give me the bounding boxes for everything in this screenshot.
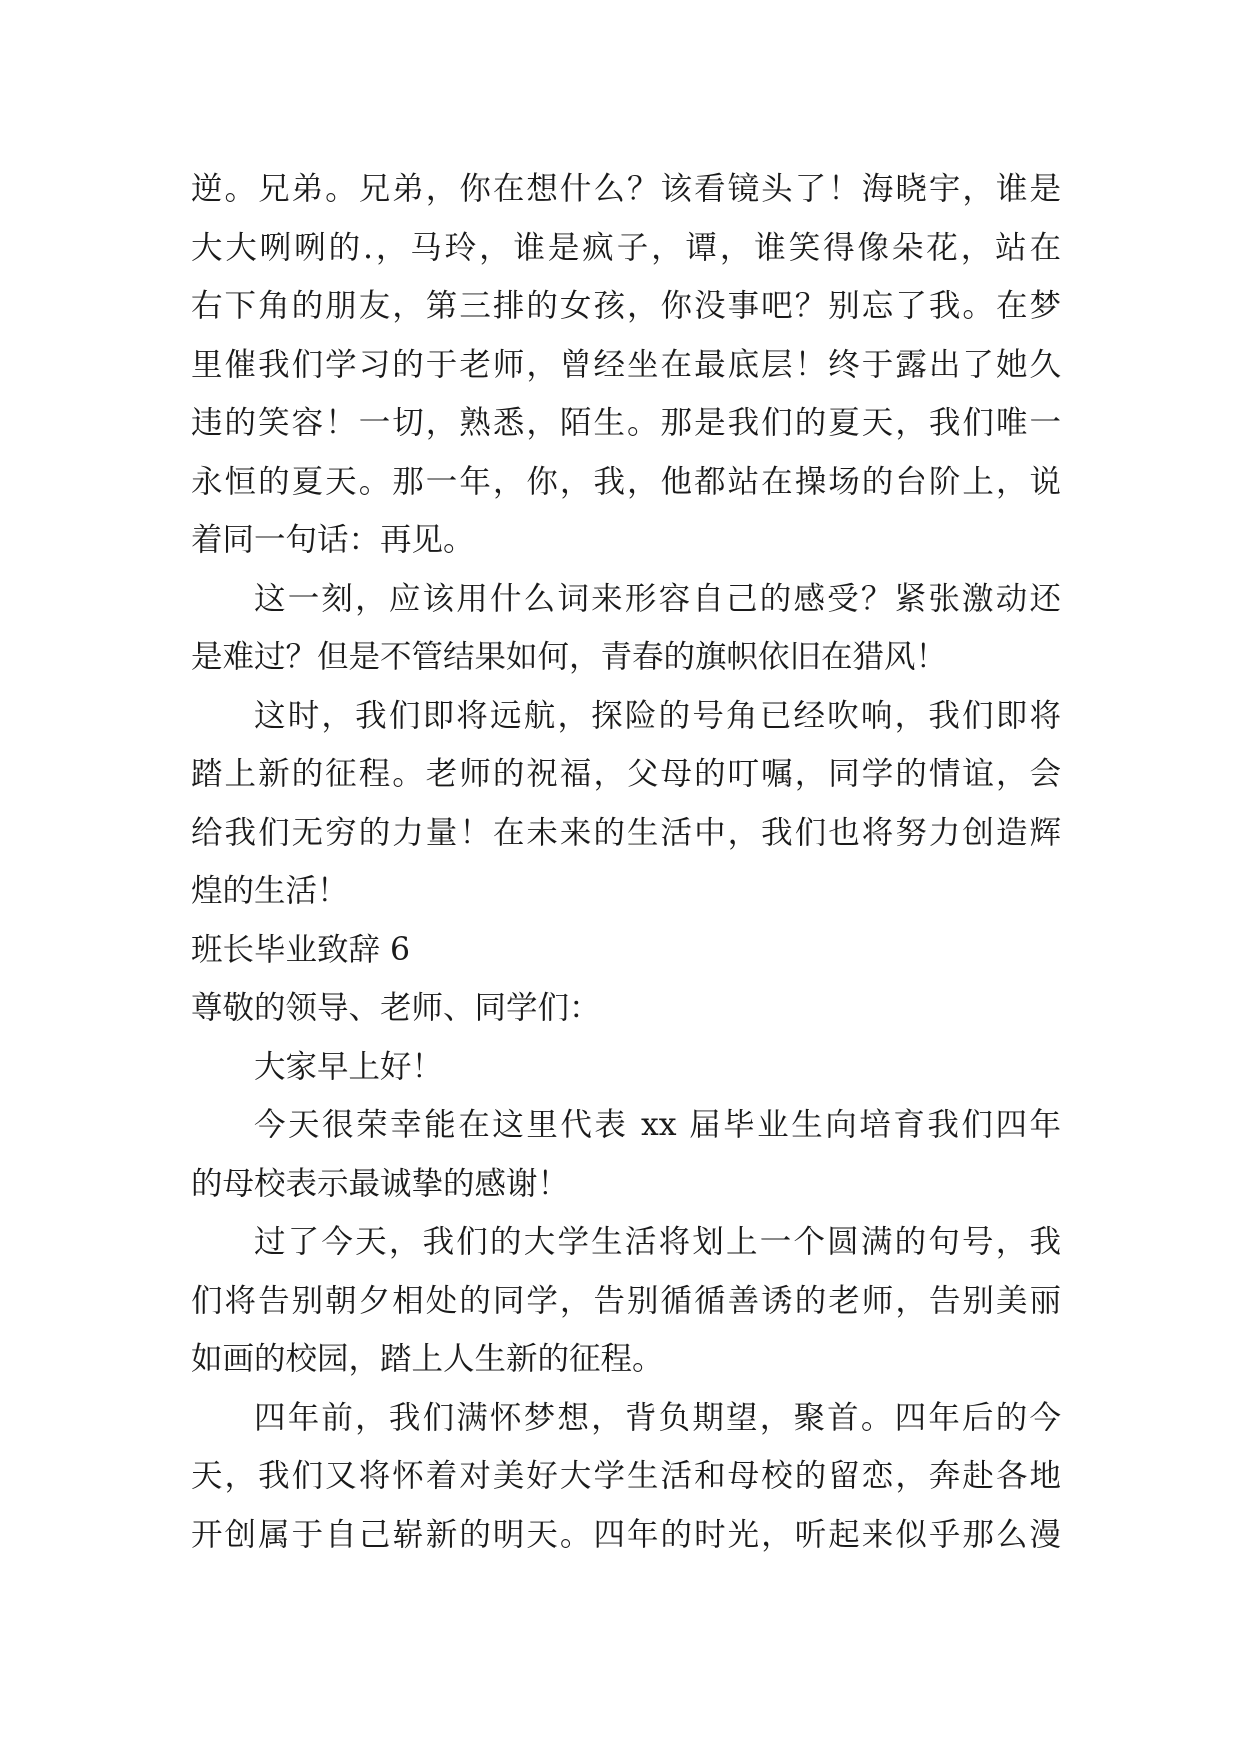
text-line: 踏上新的征程。老师的祝福，父母的叮嘱，同学的情谊，会 <box>191 756 1061 792</box>
greeting: 大家早上好！ <box>254 1048 444 1085</box>
text-line: 大大咧咧的.，马玲，谁是疯子，谭，谁笑得像朵花，站在 <box>191 229 1061 266</box>
text-line: 的母校表示最诚挚的感谢！ <box>191 1165 570 1202</box>
paragraph-first-line: 这时，我们即将远航，探险的号角已经吹响，我们即将 <box>254 697 1061 734</box>
text-line: 给我们无穷的力量！在未来的生活中，我们也将努力创造辉 <box>191 814 1061 851</box>
text-line: 永恒的夏天。那一年，你，我，他都站在操场的台阶上，说 <box>191 463 1061 500</box>
text-line: 是难过？但是不管结果如何，青春的旗帜依旧在猎风！ <box>191 639 948 675</box>
text-line: 煌的生活！ <box>191 873 349 909</box>
text-line: 右下角的朋友，第三排的女孩，你没事吧？别忘了我。在梦 <box>191 288 1061 324</box>
paragraph-first-line: 这一刻，应该用什么词来形容自己的感受？紧张激动还 <box>254 580 1061 617</box>
text-line: 里催我们学习的于老师，曾经坐在最底层！终于露出了她久 <box>191 346 1061 383</box>
text-line: 着同一句话：再见。 <box>191 522 475 558</box>
text-line: 开创属于自己崭新的明天。四年的时光，听起来似乎那么漫 <box>191 1516 1061 1553</box>
text-line: 们将告别朝夕相处的同学，告别循循善诱的老师，告别美丽 <box>191 1282 1061 1319</box>
paragraph-first-line: 今天很荣幸能在这里代表 xx 届毕业生向培育我们四年 <box>254 1107 1061 1143</box>
paragraph-first-line: 四年前，我们满怀梦想，背负期望，聚首。四年后的今 <box>254 1399 1061 1436</box>
text-line: 逆。兄弟。兄弟，你在想什么？该看镜头了！海晓宇，谁是 <box>191 171 1061 207</box>
text-line: 如画的校园，踏上人生新的征程。 <box>191 1341 664 1377</box>
document-body <box>191 160 1061 1564</box>
text-line: 天，我们又将怀着对美好大学生活和母校的留恋，奔赴各地 <box>191 1458 1061 1494</box>
salutation: 尊敬的领导、老师、同学们： <box>191 990 601 1026</box>
section-heading: 班长毕业致辞 6 <box>191 931 411 968</box>
text-line: 违的笑容！一切，熟悉，陌生。那是我们的夏天，我们唯一 <box>191 405 1061 441</box>
paragraph-first-line: 过了今天，我们的大学生活将划上一个圆满的句号，我 <box>254 1224 1061 1260</box>
